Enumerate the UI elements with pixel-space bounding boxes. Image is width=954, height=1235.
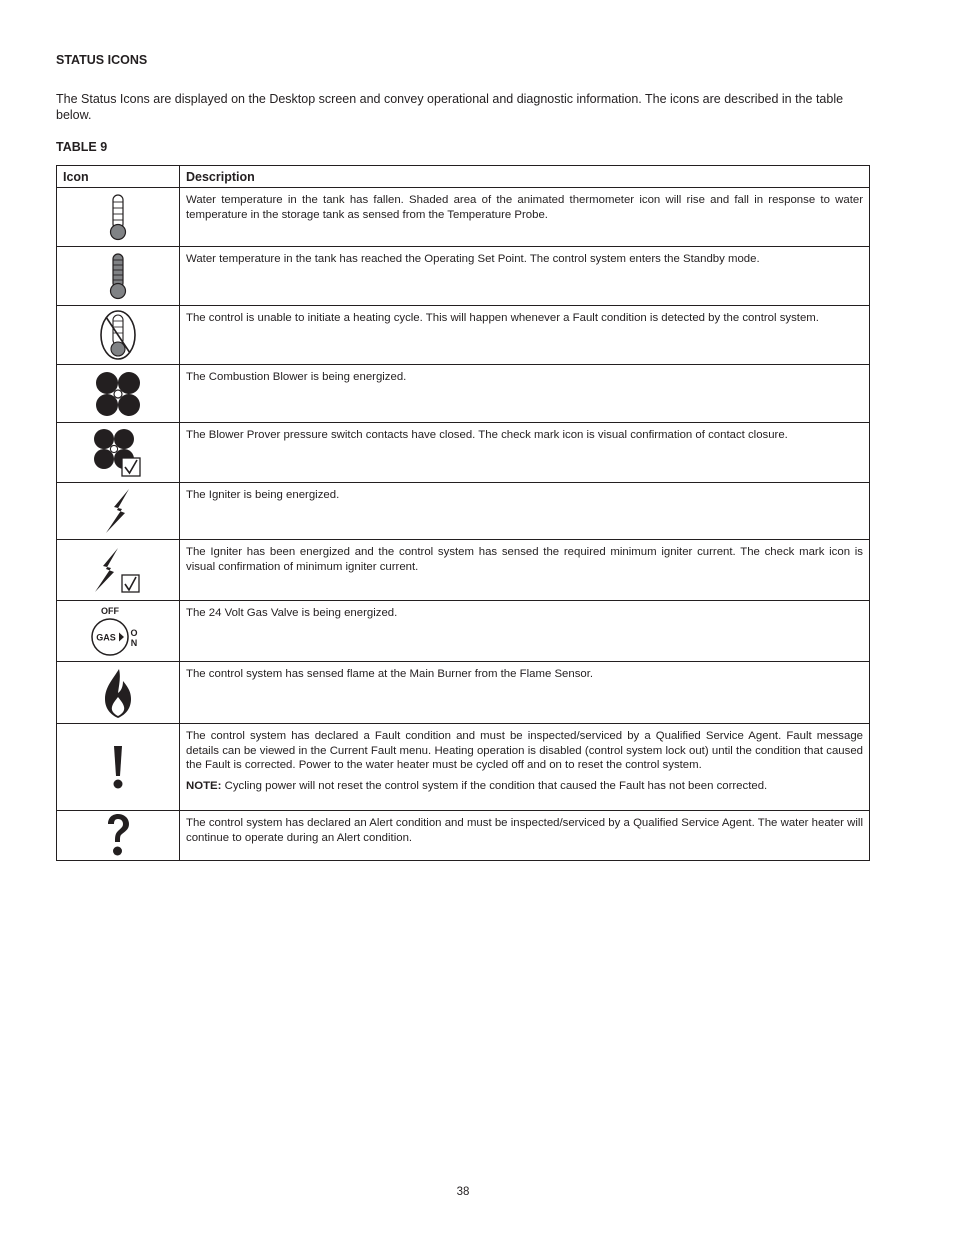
note-text: Cycling power will not reset the control system if the condition that caused the Fault has not been corrected. bbox=[221, 779, 768, 792]
fault-note bbox=[186, 779, 863, 794]
table-row bbox=[57, 601, 870, 662]
icon-cell bbox=[57, 811, 180, 861]
gas-valve-off-label: OFF bbox=[101, 606, 119, 616]
description-column-header: Description bbox=[180, 166, 870, 188]
description-cell: Water temperature in the tank has fallen. Shaded area of the animated thermometer icon will rise and fall in response to water temperature in the storage tank as sensed from the Temperature Probe. bbox=[180, 188, 870, 247]
icon-cell bbox=[57, 188, 180, 247]
icon-cell bbox=[57, 540, 180, 601]
thermometer-full-icon bbox=[106, 252, 130, 300]
icon-cell bbox=[57, 662, 180, 724]
icon-cell bbox=[57, 724, 180, 811]
icon-cell bbox=[57, 306, 180, 365]
table-row bbox=[57, 188, 870, 247]
table-row bbox=[57, 811, 870, 861]
description-cell: The Igniter has been energized and the control system has sensed the required minimum igniter current. The check mark icon is visual confirmation of minimum igniter current. bbox=[180, 540, 870, 601]
table-row bbox=[57, 247, 870, 306]
table-row bbox=[57, 724, 870, 811]
thermometer-rising-icon bbox=[106, 193, 130, 241]
flame-icon bbox=[103, 667, 133, 719]
description-cell: The control is unable to initiate a heating cycle. This will happen whenever a Fault condition is detected by the control system. bbox=[180, 306, 870, 365]
table-row bbox=[57, 365, 870, 423]
description-cell: The control system has declared an Alert condition and must be inspected/serviced by a Qualified Service Agent. The water heater will continue to operate during an Alert condition. bbox=[180, 811, 870, 861]
fault-description: The control system has declared a Fault condition and must be inspected/serviced by a Qualified Service Agent. Fault message details can be viewed in the Current Fault menu. Heating operation is disabled (control system lock out) until the condition that caused the Fault is corrected. Power to the water heater must be cycled off and on to reset the control system. bbox=[186, 730, 863, 772]
note-label: NOTE: bbox=[186, 779, 222, 792]
table-row bbox=[57, 423, 870, 483]
igniter-lightning-icon bbox=[103, 487, 133, 535]
exclamation-icon bbox=[110, 744, 126, 790]
description-cell bbox=[180, 724, 870, 811]
icon-cell bbox=[57, 483, 180, 540]
description-cell: The control system has sensed flame at the Main Burner from the Flame Sensor. bbox=[180, 662, 870, 724]
table-row bbox=[57, 483, 870, 540]
table-row bbox=[57, 540, 870, 601]
icon-cell bbox=[57, 601, 180, 662]
icon-cell bbox=[57, 365, 180, 423]
description-cell: The Blower Prover pressure switch contacts have closed. The check mark icon is visual confirmation of contact closure. bbox=[180, 423, 870, 483]
gas-valve-on-n-label: N bbox=[130, 638, 138, 648]
intro-paragraph: The Status Icons are displayed on the Desktop screen and convey operational and diagnostic information. The icons are described in the table below. bbox=[56, 92, 844, 122]
gas-valve-gas-label: GAS bbox=[96, 632, 116, 643]
table-row bbox=[57, 662, 870, 724]
blower-fan-check-icon bbox=[93, 428, 143, 478]
description-cell: The Combustion Blower is being energized. bbox=[180, 365, 870, 423]
description-cell: The Igniter is being energized. bbox=[180, 483, 870, 540]
thermometer-prohibited-icon bbox=[98, 309, 138, 361]
icon-column-header: Icon bbox=[57, 166, 180, 188]
blower-fan-icon bbox=[94, 370, 142, 418]
table-header-row bbox=[57, 166, 870, 188]
gas-valve-on-o-label: O bbox=[130, 628, 138, 638]
gas-valve-icon bbox=[88, 605, 148, 657]
icon-cell bbox=[57, 247, 180, 306]
table-label: TABLE 9 bbox=[56, 140, 108, 154]
igniter-lightning-check-icon bbox=[93, 546, 143, 594]
question-mark-icon bbox=[105, 813, 131, 859]
description-cell: Water temperature in the tank has reached the Operating Set Point. The control system enters the Standby mode. bbox=[180, 247, 870, 306]
page-number: 38 bbox=[456, 1186, 470, 1198]
section-title: STATUS ICONS bbox=[56, 53, 148, 67]
table-row bbox=[57, 306, 870, 365]
status-icons-table bbox=[56, 165, 870, 861]
icon-cell bbox=[57, 423, 180, 483]
description-cell: The 24 Volt Gas Valve is being energized. bbox=[180, 601, 870, 662]
